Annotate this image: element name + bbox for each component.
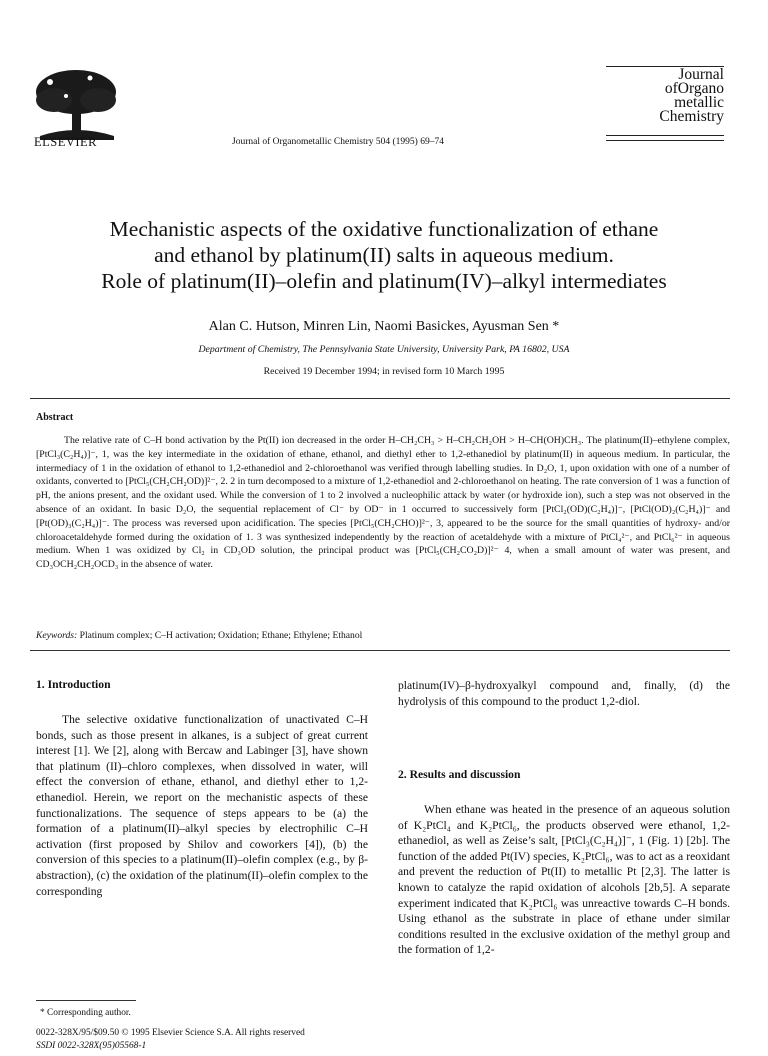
issn-line: 0022-328X/95/$09.50 © 1995 Elsevier Science S.A. All rights reserved: [36, 1028, 305, 1038]
title-line: Role of platinum(II)–olefin and platinum(IV)–alkyl intermediates: [101, 269, 667, 293]
title-line: and ethanol by platinum(II) salts in aqueous medium.: [154, 243, 614, 267]
affiliation: Department of Chemistry, The Pennsylvania State University, University Park, PA 16802, USA: [198, 344, 570, 355]
received-dates: Received 19 December 1994; in revised form 10 March 1995: [263, 366, 505, 377]
abstract-heading: Abstract: [36, 412, 74, 423]
keywords-label: Keywords:: [36, 630, 78, 641]
introduction-body: The selective oxidative functionalization of unactivated C–H bonds, such as those present in alkanes, is a subject of great current interest [1]. We [2], along with Bercaw and Labinger [3], have shown that platinum (II)–chloro complexes, when dissolved in water, will effect the conversion of ethane, ethanol, and diethyl ether to 1,2-ethanediol. Herein, we report on the mechanistic aspects of these functionalizations. The sequence of steps appears to be (a) the formation of a platinum(II)–alkyl species by electrophilic C–H activation (first proposed by Shilov and coworkers [4]), (b) the conversion of this species to a platinum(II)–olefin complex (e.g., by β-abstraction), (c) the oxidation of the platinum(II)–olefin complex to the corresponding: [36, 713, 368, 898]
publisher-name: ELSEVIER: [34, 135, 98, 149]
divider: [30, 398, 730, 399]
section-heading-results: 2. Results and discussion: [398, 768, 521, 781]
journal-logo: [606, 68, 724, 124]
title-line: Mechanistic aspects of the oxidative functionalization of ethane: [109, 217, 659, 241]
keywords: [36, 630, 730, 641]
section-heading-introduction: 1. Introduction: [36, 678, 111, 691]
journal-reference: Journal of Organometallic Chemistry 504 (1995) 69–74: [232, 137, 444, 147]
results-body: When ethane was heated in the presence of an aqueous solution of K₂PtCl₄ and K₂PtCl₆, the products observed were ethanol, 1,2-ethanediol, as well as Zeise’s salt, [PtCl₃(C₂H₄)]⁻, 1 (Fig. 1) [2b]. The function of the added Pt(IV) species, K₂PtCl₆, was to act as a reoxidant and prevent the reduction of Pt(II) to metallic Pt [2,3]. The latter is known to catalyze the rapid oxidation of alcohols [2b,5]. A separate experiment indicated that K₂PtCl₆ was unreactive towards C–H bonds. Using ethanol as the substrate in place of ethane under similar conditions resulted in the exclusive oxidation of the methyl group and the formation of 1,2-: [398, 803, 730, 957]
journal-logo-line: Journal: [678, 66, 724, 83]
footnote-divider: [36, 1000, 136, 1001]
author-list: Alan C. Hutson, Minren Lin, Naomi Basickes, Ayusman Sen *: [208, 319, 560, 334]
journal-logo-rule-mid: [606, 135, 724, 136]
right-column-continued-text: platinum(IV)–β-hydroxyalkyl compound and, finally, (d) the hydrolysis of this compound to the product 1,2-diol.: [398, 679, 730, 708]
elsevier-tree-logo: [30, 66, 122, 142]
divider: [30, 650, 730, 651]
article-title: [40, 216, 728, 294]
abstract-body: The relative rate of C–H bond activation by the Pt(II) ion decreased in the order H–CH₂CH₃ > H–CH₂CH₂OH > H–CH(OH)CH₃. The platinum(II)–ethylene complex, [PtCl₃(C₂H₄)]⁻, 1, was the key intermediate in the oxidation of ethane, ethanol, and diethyl ether to 1,2-ethanediol by platinum(II) in aqueous medium. In particular, the intermediacy of 1 in the oxidation of ethanol to 1,2-ethanediol and 2-chloroethanol was verified through labelling studies. In D₂O, 1, upon oxidation with one of a number of oxidants, converted to [PtCl₅(CH₂CH₂OD)]²⁻, 2. 2 in turn decomposed to a mixture of 1,2-ethanediol and 2-chloroethanol on heating. The rate conversion of 1 was a function of pH, the anions present, and the oxidant used. While the conversion of 1 to 2 involved a nucleophilic attack by water (or hydroxide ion), such a step was not observed in the absence of an oxidant. In basic D₂O, the sequential replacement of Cl⁻ by OD⁻ in 1 occurred to successively form [PtCl₂(OD)(C₂H₄)]⁻, [PtCl(OD)₂(C₂H₄)]⁻ and [Pt(OD)₃(C₂H₄)]⁻. The process was reversed upon acidification. The species [PtCl₅(CH₂CHO)]²⁻, 3, appeared to be the source for the small quantities of hydroxy- and/or chloroacetaldehyde formed during the oxidation of 1. 3 was synthesized independently by the reaction of acetaldehyde with a mixture of PtCl₄²⁻, and PtCl₆²⁻ in aqueous medium. When 1 was oxidized by Cl₂ in CD₃OD solution, the principal product was [PtCl₅(CH₂CO₂D)]²⁻ 4, when a small amount of water was present, and CD₃OCH₂CH₂OCD₃ in the absence of water.: [36, 435, 730, 571]
journal-logo-line: metallic: [674, 94, 724, 111]
journal-logo-line: Chemistry: [659, 108, 724, 125]
ssdi-line: SSDI 0022-328X(95)05568-1: [36, 1041, 147, 1051]
footnote: * Corresponding author.: [40, 1008, 131, 1018]
journal-logo-line: ofOrgano: [664, 80, 724, 97]
journal-logo-rule-bottom: [606, 140, 724, 141]
keywords-list: Platinum complex; C–H activation; Oxidation; Ethane; Ethylene; Ethanol: [79, 630, 363, 641]
